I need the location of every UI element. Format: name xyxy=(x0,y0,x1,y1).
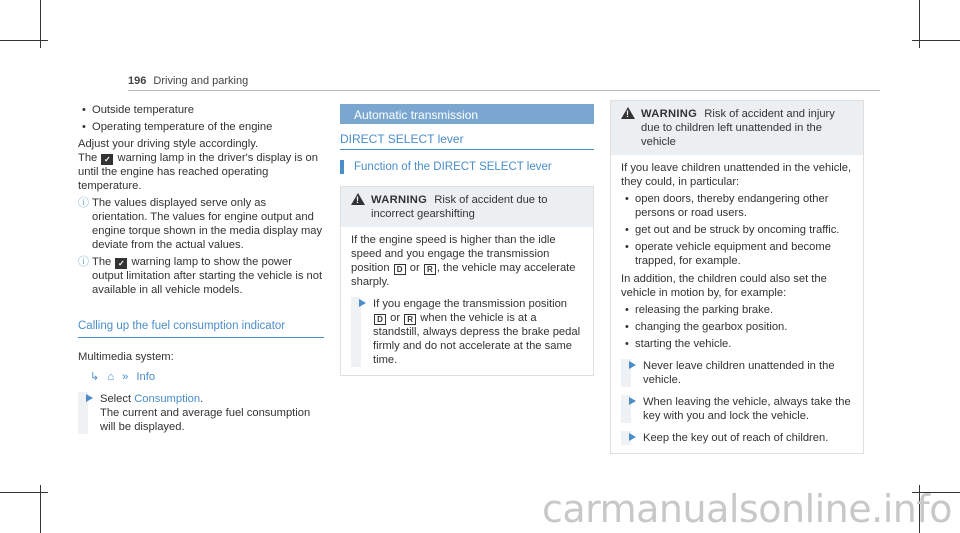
list-item: • releasing the parking brake. xyxy=(621,303,853,317)
list-item: • changing the gearbox position. xyxy=(621,320,853,334)
chevron-right-icon: » xyxy=(122,371,129,383)
list-item: • Outside temperature xyxy=(78,103,324,117)
section-name: Driving and parking xyxy=(153,75,249,87)
page-header xyxy=(128,74,248,88)
section-rule xyxy=(78,337,324,338)
page-number: 196 xyxy=(128,75,147,87)
warning-body xyxy=(341,227,593,375)
instruction-step xyxy=(621,395,853,423)
sub-heading: DIRECT SELECT lever xyxy=(340,132,464,146)
warning-header xyxy=(611,101,863,155)
warning-triangle-icon xyxy=(351,193,365,205)
note xyxy=(78,255,324,297)
list-item: • operate vehicle equipment and become trapped, for example. xyxy=(621,240,853,268)
engine-warning-icon: ✓ xyxy=(101,154,113,165)
list-item: • get out and be struck by oncoming traffic. xyxy=(621,223,853,237)
step-arrow-icon xyxy=(359,299,366,307)
menu-path xyxy=(90,370,324,384)
left-column xyxy=(78,103,324,434)
warning-title: Risk of accident and injury due to children left unattended in the vehicle xyxy=(641,108,835,148)
info-icon: ⓘ xyxy=(78,197,89,209)
middle-column xyxy=(340,104,594,376)
instruction-step: Select Consumption. The current and average fuel consumption will be displayed. xyxy=(78,392,324,434)
text: Select xyxy=(100,393,132,405)
paragraph: In addition, the children could also set the vehicle in motion by, for example: xyxy=(621,273,827,299)
warning-header xyxy=(341,187,593,227)
warning-triangle-icon xyxy=(621,107,635,119)
step-arrow-icon xyxy=(629,361,636,369)
list-item: • Operating temperature of the engine xyxy=(78,120,324,134)
text: when the vehicle is at a standstill, always depress the brake pedal firmly and do not accelerate at the same time. xyxy=(373,312,581,366)
gear-d-symbol: D xyxy=(374,314,386,325)
text: The xyxy=(78,152,98,164)
info-menu-item[interactable]: Info xyxy=(136,371,156,383)
note-text: The values displayed serve only as orientation. The values for engine output and engine torque shown in the media display may deviate from the actual values. xyxy=(92,197,323,251)
crop-mark xyxy=(0,40,48,41)
warning-title: Risk of accident due to incorrect gearshifting xyxy=(371,194,548,220)
function-heading: Function of the DIRECT SELECT lever xyxy=(340,160,594,174)
step-text: Keep the key out of reach of children. xyxy=(643,432,829,444)
text: warning lamp in the driver's display is on until the engine has reached operating temperature. xyxy=(78,152,318,192)
paragraph: If you leave children unattended in the vehicle, they could, in particular: xyxy=(621,162,852,188)
step-bar xyxy=(351,297,361,367)
crop-mark xyxy=(912,40,960,41)
text: If you engage the transmission position xyxy=(373,298,568,310)
text: The xyxy=(92,256,112,268)
step-arrow-icon xyxy=(86,394,93,402)
consumption-link[interactable]: Consumption xyxy=(134,393,201,405)
step-text: Never leave children unattended in the vehicle. xyxy=(643,360,835,386)
gear-d-symbol: D xyxy=(394,264,406,275)
sub-heading-rule xyxy=(340,149,594,150)
home-icon[interactable]: ⌂ xyxy=(107,371,115,383)
paragraph-line: Adjust your driving style accordingly. xyxy=(78,138,259,150)
warning-label: WARNING xyxy=(371,194,428,206)
instruction-step xyxy=(621,359,853,387)
warning-box xyxy=(340,186,594,376)
watermark: carmanualsonline.info xyxy=(541,487,952,531)
text: , the vehicle may accelerate sharply. xyxy=(351,262,576,288)
path-label: Multimedia system: xyxy=(78,351,174,363)
text: or xyxy=(390,312,401,324)
list-item: • starting the vehicle. xyxy=(621,337,853,351)
list-item: • open doors, thereby endangering other persons or road users. xyxy=(621,192,853,220)
crop-mark xyxy=(0,492,48,493)
note xyxy=(78,196,324,252)
right-column xyxy=(610,100,864,454)
step-arrow-icon xyxy=(629,433,636,441)
chapter-band: Automatic transmission xyxy=(340,104,594,124)
step-text: When leaving the vehicle, always take the key with you and lock the vehicle. xyxy=(643,396,851,422)
header-rule xyxy=(128,90,880,91)
text: If the engine speed is higher than the idle speed and you engage the transmission position xyxy=(351,234,556,274)
instruction-step xyxy=(621,431,853,445)
gear-r-symbol: R xyxy=(404,314,416,325)
gear-r-symbol: R xyxy=(424,264,436,275)
note-text: warning lamp to show the power output limitation after starting the vehicle is not available in all vehicle models. xyxy=(92,256,323,296)
arrow-icon: ↳ xyxy=(90,371,100,383)
paragraph xyxy=(78,137,324,193)
instruction-step xyxy=(351,297,583,367)
section-link[interactable]: Calling up the fuel consumption indicator xyxy=(78,320,286,332)
warning-label: WARNING xyxy=(641,108,698,120)
warning-body xyxy=(611,155,863,453)
warning-box xyxy=(610,100,864,454)
step-arrow-icon xyxy=(629,397,636,405)
info-icon: ⓘ xyxy=(78,256,89,268)
text: or xyxy=(409,262,420,274)
step-text: The current and average fuel consumption will be displayed. xyxy=(100,407,311,433)
power-warning-icon: ✓ xyxy=(115,258,127,269)
